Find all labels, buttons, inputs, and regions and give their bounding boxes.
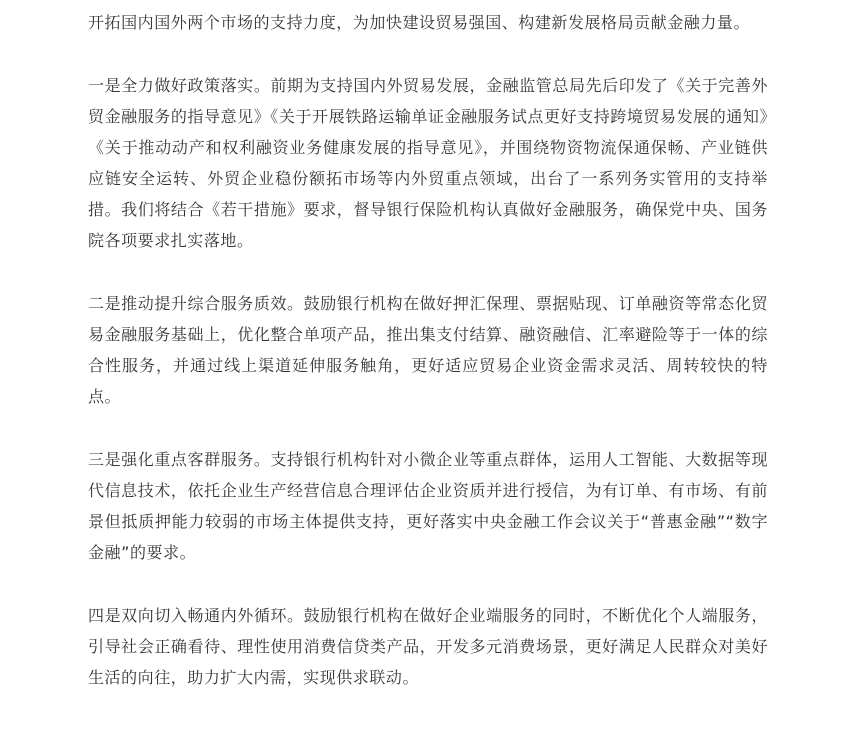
article-body: [88, 7, 768, 693]
paragraph-comprehensive-service: 二是推动提升综合服务质效。鼓励银行机构在做好押汇保理、票据贴现、订单融资等常态化贸易金融服务基础上，优化整合单项产品，推出集支付结算、融资融信、汇率避险等于一体的综合性服务，并通过线上渠道延伸服务触角，更好适应贸易企业资金需求灵活、周转较快的特点。: [88, 294, 768, 406]
paragraph-domestic-foreign-circulation: 四是双向切入畅通内外循环。鼓励银行机构在做好企业端服务的同时，不断优化个人端服务，引导社会正确看待、理性使用消费信贷类产品，开发多元消费场景，更好满足人民群众对美好生活的向往，助力扩大内需，实现供求联动。: [88, 606, 768, 687]
paragraph-key-customer-service: 三是强化重点客群服务。支持银行机构针对小微企业等重点群体，运用人工智能、大数据等现代信息技术，依托企业生产经营信息合理评估企业资质并进行授信，为有订单、有市场、有前景但抵质押能力较弱的市场主体提供支持，更好落实中央金融工作会议关于“普惠金融”“数字金融”的要求。: [88, 450, 768, 562]
paragraph-intro-continuation: 开拓国内国外两个市场的支持力度，为加快建设贸易强国、构建新发展格局贡献金融力量。: [88, 13, 751, 32]
paragraph-policy-implementation: 一是全力做好政策落实。前期为支持国内外贸易发展，金融监管总局先后印发了《关于完善外贸金融服务的指导意见》《关于开展铁路运输单证金融服务试点更好支持跨境贸易发展的通知》《关于推动动产和权利融资业务健康发展的指导意见》，并围绕物资物流保通保畅、产业链供应链安全运转、外贸企业稳份额拓市场等内外贸重点领域，出台了一系列务实管用的支持举措。我们将结合《若干措施》要求，督导银行保险机构认真做好金融服务，确保党中央、国务院各项要求扎实落地。: [88, 76, 768, 250]
